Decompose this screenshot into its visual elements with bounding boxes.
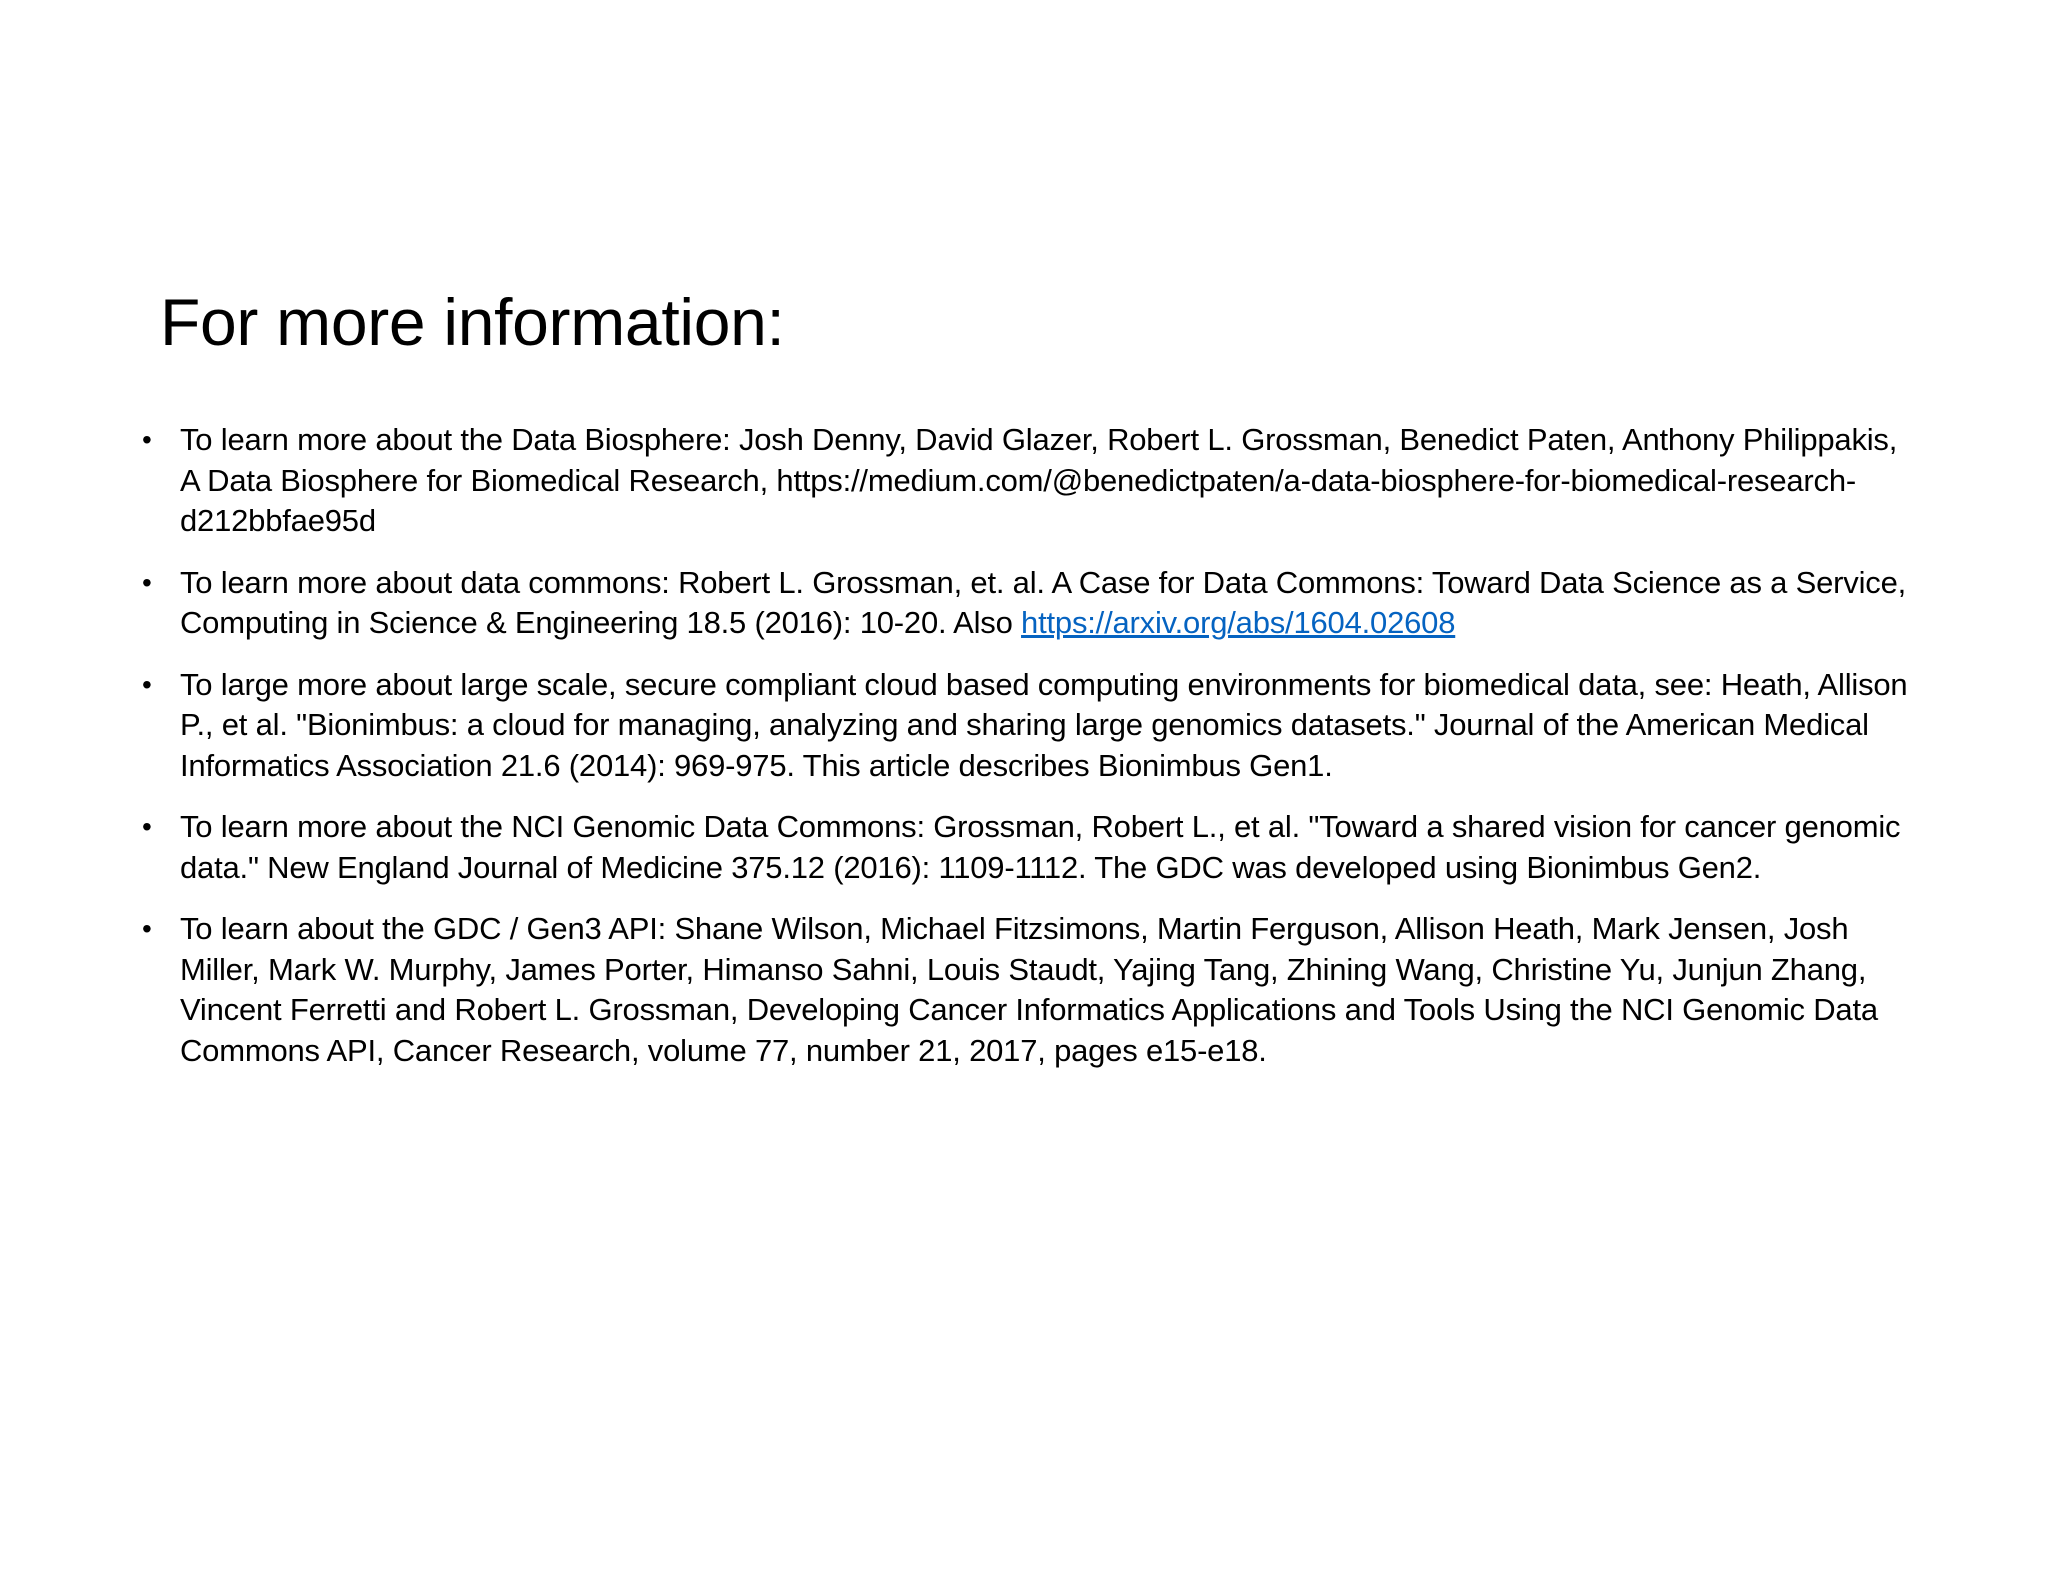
bullet-icon: • (142, 811, 152, 842)
bullet-icon: • (142, 668, 152, 700)
reference-text: To learn more about the NCI Genomic Data Commons: Grossman, Robert L., et al. "Toward a shared vision for cancer genomic data." New England Journal of Medicine 375.12 (2016): 1109-1112. The GDC was developed using Bionimbus Gen2. (180, 809, 1901, 885)
reference-item-gdc (140, 807, 1920, 888)
reference-text: To learn more about data commons: Robert L. Grossman, et. al. A Case for Data Commons: Toward Data Science as a Service, Computing in Science & Engineering 18.5 (2016): 10-20. Also (180, 564, 1907, 640)
reference-item-gdc-api (140, 909, 1920, 1071)
arxiv-link[interactable]: https://arxiv.org/abs/1604.02608 (1021, 605, 1456, 640)
reference-text: To large more about large scale, secure compliant cloud based computing environments for biomedical data, see: Heath, Allison P., et al. "Bionimbus: a cloud for managing, analyzing and sharing large genomics datasets." Journal of the American Medical Informatics Association 21.6 (2014): 969-975. This article describes Bionimbus Gen1. (180, 666, 1908, 783)
reference-text: To learn about the GDC / Gen3 API: Shane Wilson, Michael Fitzsimons, Martin Ferguson, Allison Heath, Mark Jensen, Josh Miller, Mark W. Murphy, James Porter, Himanso Sahni, Louis Staudt, Yajing Tang, Zhining Wang, Christine Yu, Junjun Zhang, Vincent Ferretti and Robert L. Grossman, Developing Cancer Informatics Applications and Tools Using the NCI Genomic Data Commons API, Cancer Research, volume 77, number 21, 2017, pages e15-e18. (180, 911, 1878, 1068)
reference-item-biosphere (140, 420, 1920, 542)
reference-item-data-commons (140, 563, 1920, 644)
reference-text: To learn more about the Data Biosphere: Josh Denny, David Glazer, Robert L. Grossman, Benedict Paten, Anthony Philippakis, A Data Biosphere for Biomedical Research, https://medium.com/@benedictpaten/a-data-biosphere-for-biomedical-research-d212bbfae95d (180, 422, 1898, 538)
reference-item-bionimbus (140, 665, 1920, 787)
bullet-icon: • (142, 424, 152, 455)
bullet-icon: • (142, 566, 152, 598)
slide-title: For more information: (160, 285, 785, 359)
reference-list (140, 420, 1920, 1092)
bullet-icon: • (142, 913, 152, 944)
